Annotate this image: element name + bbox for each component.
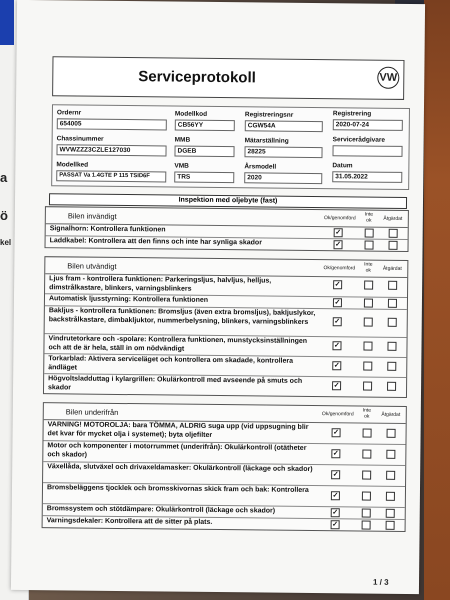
checkbox-atgardat[interactable] (388, 281, 397, 290)
checkbox-inte-ok[interactable] (362, 450, 371, 459)
col-ok-header: Ok/genomförd (323, 265, 356, 272)
table-row: Torkarblad: Aktivera serviceläget och kontrollera om skadade, kontrollera ändläget ✓ (44, 354, 406, 378)
checkbox-inte-ok[interactable] (362, 521, 371, 530)
vehicle-info-box (51, 104, 410, 190)
service-protocol-page (11, 0, 425, 594)
matarstallning-value: 28225 (244, 146, 322, 158)
checkbox-ok[interactable]: ✓ (332, 471, 339, 479)
col-ok-header: Ok/genomförd (323, 215, 356, 222)
col-inte-ok-header: Inte ok (362, 407, 372, 420)
field-ordernr: Ordernr 654005 (57, 109, 167, 130)
group-title: Bilen utvändigt (67, 261, 117, 271)
page-title: Serviceprotokoll (138, 68, 256, 87)
checkbox-atgardat[interactable] (386, 450, 395, 459)
checkbox-inte-ok[interactable] (362, 509, 371, 518)
checkbox-atgardat[interactable] (387, 342, 396, 351)
checkbox-ok[interactable]: ✓ (333, 429, 340, 437)
table-row: Motor och komponenter i motorrummet (underifrån): Okulärkontroll (otätheter och skador) ✓ (43, 441, 405, 466)
vw-logo-icon: VW (377, 67, 399, 89)
title-box (52, 56, 404, 100)
group-bilen-utvandigt (43, 256, 408, 398)
table-row: Högvoltsladduttag i kylargrillen: Okulärkontroll med avseende på smuts och skador ✓ (44, 374, 406, 397)
checkbox-ok[interactable]: ✓ (332, 492, 339, 500)
table-row: Bromsbeläggens tjocklek och bromsskivornas skick fram och bak: Kontrollera ✓ (43, 483, 405, 508)
checkbox-atgardat[interactable] (389, 241, 398, 250)
checkbox-atgardat[interactable] (386, 509, 395, 518)
field-servicergivare: Servicerådgivare (332, 136, 402, 157)
col-atgardat-header: Åtgärdat (382, 265, 402, 272)
checkbox-ok[interactable]: ✓ (333, 382, 340, 390)
mmb-value: DGEB (174, 146, 234, 158)
checkbox-inte-ok[interactable] (364, 318, 373, 327)
checkbox-atgardat[interactable] (386, 521, 395, 530)
checkbox-inte-ok[interactable] (363, 429, 372, 438)
field-modellked: Modellked PASSAT Va 1.4GTE P 115 TSID6F (56, 161, 166, 182)
group-title: Bilen underifrån (65, 407, 119, 417)
checkbox-inte-ok[interactable] (362, 471, 371, 480)
table-row: Laddkabel: Kontrollera att den finns och inte har synliga skador ✓ (46, 236, 408, 251)
checkbox-atgardat[interactable] (388, 318, 397, 327)
checkbox-atgardat[interactable] (389, 229, 398, 238)
behind-text-fragment: a (0, 170, 8, 185)
col-inte-ok-header: Inte ok (364, 261, 373, 274)
section-title: Inspektion med oljebyte (fast) (49, 193, 407, 209)
checkbox-inte-ok[interactable] (363, 382, 372, 391)
col-atgardat-header: Åtgärdat (383, 215, 403, 222)
modellkod-value: CB56YY (175, 120, 235, 132)
table-row: Bakljus - kontrollera funktionen: Bromsljus (även extra bromsljus), bakljuslykor, backstrålkastare, dimbakljuktor, nummerbelysning, blinkers, varningsblinkers ✓ (45, 306, 407, 338)
vmb-value: TRS (174, 172, 234, 184)
checkbox-inte-ok[interactable] (364, 281, 373, 290)
col-atgardat-header: Åtgärdat (381, 411, 401, 418)
group-title: Bilen invändigt (67, 211, 117, 221)
behind-text-fragment: kel (0, 238, 12, 247)
checkbox-ok[interactable]: ✓ (334, 342, 340, 350)
blue-binder-strip (0, 0, 14, 45)
checkbox-ok[interactable]: ✓ (334, 318, 341, 326)
registrering-value: 2020-07-24 (333, 119, 403, 131)
checkbox-ok[interactable]: ✓ (332, 450, 339, 458)
table-row: Vindrutetorkare och -spolare: Kontrollera funktionen, munstycksinställningen och att de är hela, ställ in om nödvändigt ✓ (44, 334, 406, 358)
table-row: Bromssystem och stötdämpare: Okulärkontroll (läckage och skador) ✓ (43, 504, 405, 520)
checkbox-inte-ok[interactable] (365, 241, 374, 250)
table-row: Automatisk ljusstyrning: Kontrollera funktionen ✓ (45, 294, 407, 310)
checkbox-atgardat[interactable] (388, 299, 397, 308)
checkbox-ok[interactable]: ✓ (335, 241, 342, 249)
checkbox-ok[interactable]: ✓ (332, 509, 339, 517)
checkbox-ok[interactable]: ✓ (335, 229, 342, 237)
ordernr-value: 654005 (57, 118, 167, 130)
group-bilen-invandigt (45, 206, 409, 252)
checkbox-ok[interactable]: ✓ (333, 362, 340, 370)
checkbox-atgardat[interactable] (387, 362, 396, 371)
table-row: Växellåda, slutväxel och drivaxeldamasker: Okulärkontroll (läckage och skador) ✓ (43, 462, 405, 487)
checkbox-atgardat[interactable] (387, 382, 396, 391)
checkbox-inte-ok[interactable] (364, 299, 373, 308)
registreringsnr-value: CGW54A (245, 120, 323, 132)
field-registrering: Registrering 2020-07-24 (333, 110, 403, 131)
modellked-value: PASSAT Va 1.4GTE P 115 TSID6F (56, 170, 166, 182)
field-mmb: MMB DGEB (174, 137, 234, 158)
behind-text-fragment: ö (0, 208, 8, 223)
table-row: Ljus fram - kontrollera funktionen: Parkeringsljus, halvljus, helljus, dimstrålkastare, blinkers, varningsblinkers ✓ (45, 274, 407, 298)
checkbox-ok[interactable]: ✓ (334, 281, 341, 289)
checkbox-inte-ok[interactable] (365, 229, 374, 238)
chassinummer-value: WVWZZZ3CZLE127030 (56, 144, 166, 156)
group-bilen-underifran (42, 402, 407, 532)
field-modellkod: Modellkod CB56YY (175, 111, 235, 132)
checkbox-inte-ok[interactable] (363, 362, 372, 371)
table-row: Varningsdekaler: Kontrollera att de sitter på plats. ✓ (43, 516, 405, 531)
arsmodell-value: 2020 (244, 172, 322, 184)
field-vmb: VMB TRS (174, 163, 234, 184)
field-datum: Datum 31.05.2022 (332, 162, 402, 183)
checkbox-atgardat[interactable] (386, 492, 395, 501)
checkbox-inte-ok[interactable] (363, 342, 372, 351)
servicergivare-value (332, 145, 402, 157)
field-chassinummer: Chassinummer WVWZZZ3CZLE127030 (56, 135, 166, 156)
checkbox-atgardat[interactable] (387, 429, 396, 438)
checkbox-ok[interactable]: ✓ (334, 299, 341, 307)
table-row: VARNING! MOTOROLJA: bara TÖMMA, ALDRIG suga upp (vid uppsugning blir det kvar för mycket olja i systemet); byta oljefilter ✓ (43, 420, 405, 445)
checkbox-ok[interactable]: ✓ (332, 521, 339, 529)
checkbox-atgardat[interactable] (386, 471, 395, 480)
col-ok-header: Ok/genomförd (321, 411, 354, 418)
field-matarstallning: Mätarställning 28225 (244, 137, 322, 158)
field-arsmodell: Årsmodell 2020 (244, 163, 322, 184)
datum-value: 31.05.2022 (332, 171, 402, 183)
wooden-desk-edge (424, 0, 450, 600)
table-row: Signalhorn: Kontrollera funktionen ✓ (46, 224, 408, 240)
field-registreringsnr: Registreringsnr CGW54A (245, 111, 323, 132)
col-inte-ok-header: Inte ok (364, 211, 374, 224)
page-number: 1 / 3 (372, 577, 389, 587)
checkbox-inte-ok[interactable] (362, 492, 371, 501)
